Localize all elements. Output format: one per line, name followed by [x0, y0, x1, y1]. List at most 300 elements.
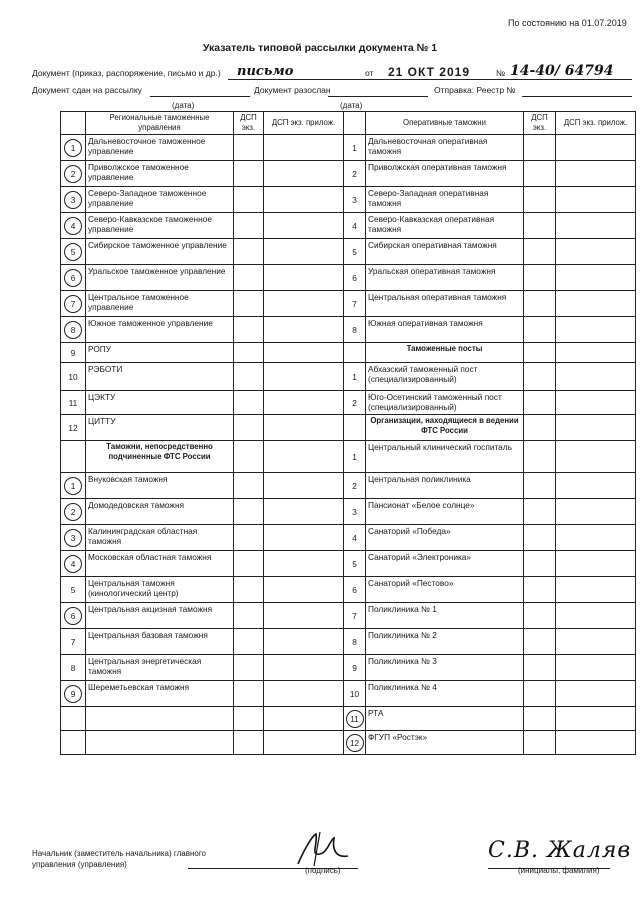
left-item-number [61, 629, 86, 655]
left-empty-cell[interactable] [264, 707, 344, 731]
right-dsp-prilozh-cell[interactable] [556, 525, 636, 551]
right-dsp-prilozh-cell[interactable] [556, 707, 636, 731]
right-dsp-ex-cell[interactable] [524, 525, 556, 551]
left-dsp-ex-cell[interactable] [234, 499, 264, 525]
left-item-number [61, 187, 86, 213]
left-section-num [61, 441, 86, 473]
handed-label: Документ сдан на рассылку [32, 85, 142, 95]
table-row [61, 343, 636, 363]
right-item-name: Абхазский таможенный пост (специализированный) [366, 363, 524, 391]
header-dsp-ex: ДСП экз. [234, 112, 264, 135]
number-value: 14-40/ 64794 [510, 63, 614, 79]
right-section-title: Организации, находящиеся в ведении ФТС России [366, 415, 524, 441]
left-dsp-prilozh-cell[interactable] [264, 681, 344, 707]
left-dsp-prilozh-cell[interactable] [264, 473, 344, 499]
left-dsp-ex-cell[interactable] [234, 135, 264, 161]
left-dsp-ex-cell[interactable] [234, 161, 264, 187]
left-item-number [61, 499, 86, 525]
table-row [61, 391, 636, 415]
circle-mark [64, 503, 82, 521]
left-item-number [61, 291, 86, 317]
left-item-number [61, 391, 86, 415]
right-item-number-text: 12 [349, 737, 360, 748]
left-item-name: Северо-Западное таможенное управление [86, 187, 234, 213]
right-item-number [344, 707, 366, 731]
circle-mark [64, 217, 82, 235]
right-item-number [344, 135, 366, 161]
left-dsp-ex-cell[interactable] [234, 363, 264, 391]
left-dsp-ex-cell[interactable] [234, 525, 264, 551]
date-caption-left: (дата) [172, 101, 195, 110]
header-dsp-prilozh: ДСП экз. прилож. [264, 112, 344, 135]
circle-mark [64, 477, 82, 495]
right-item-name: РТА [366, 707, 524, 731]
left-dsp-prilozh-cell[interactable] [264, 391, 344, 415]
left-item-number-text: 6 [70, 272, 76, 283]
circle-mark [64, 321, 82, 339]
right-item-number [344, 681, 366, 707]
right-item-number-text: 2 [352, 397, 357, 408]
right-dsp-ex-cell[interactable] [524, 291, 556, 317]
left-dsp-ex-cell[interactable] [234, 213, 264, 239]
right-item-number [344, 499, 366, 525]
left-item-number-text: 11 [68, 397, 78, 408]
left-item-name: ЦЭКТУ [86, 391, 234, 415]
left-item-number-text: 9 [70, 688, 76, 699]
left-item-name: ЦИТТУ [86, 415, 234, 441]
right-item-number-text: 9 [352, 662, 357, 673]
right-item-name: Поликлиника № 4 [366, 681, 524, 707]
left-dsp-prilozh-cell[interactable] [264, 213, 344, 239]
right-item-number [344, 291, 366, 317]
left-dsp-prilozh-cell[interactable] [264, 187, 344, 213]
right-dsp-ex-cell[interactable] [524, 187, 556, 213]
left-item-number-text: 1 [70, 142, 76, 153]
header-num-right [344, 112, 366, 135]
right-dsp-prilozh-cell[interactable] [556, 161, 636, 187]
right-item-name: Дальневосточная оперативная таможня [366, 135, 524, 161]
right-dsp-prilozh-cell[interactable] [556, 265, 636, 291]
right-dsp-prilozh-cell[interactable] [556, 317, 636, 343]
header-operational: Оперативные таможни [366, 112, 524, 135]
left-item-number [61, 603, 86, 629]
left-dsp-ex-cell[interactable] [234, 343, 264, 363]
left-dsp-ex-cell[interactable] [234, 473, 264, 499]
right-item-number-text: 2 [352, 480, 357, 491]
right-dsp-prilozh-cell[interactable] [556, 473, 636, 499]
left-item-number [61, 161, 86, 187]
right-item-number-text: 10 [349, 688, 360, 699]
left-dsp-ex-cell[interactable] [234, 391, 264, 415]
right-dsp-prilozh-cell[interactable] [556, 343, 636, 363]
table-header-row [61, 112, 636, 135]
right-dsp-prilozh-cell[interactable] [556, 655, 636, 681]
right-dsp-ex-cell[interactable] [524, 603, 556, 629]
left-section-title: Таможни, непосредственно подчиненные ФТС России [86, 441, 234, 473]
left-item-name: Центральная таможня (кинологический центр) [86, 577, 234, 603]
right-item-number-text: 11 [350, 713, 359, 724]
right-item-number [344, 441, 366, 473]
right-dsp-ex-cell[interactable] [524, 629, 556, 655]
left-dsp-prilozh-cell[interactable] [264, 415, 344, 441]
circle-mark [346, 734, 364, 752]
right-dsp-prilozh-cell[interactable] [556, 499, 636, 525]
right-item-number-text: 8 [352, 636, 357, 647]
circle-mark [64, 243, 82, 261]
left-item-number [61, 363, 86, 391]
left-dsp-prilozh-cell[interactable] [264, 291, 344, 317]
left-dsp-prilozh-cell[interactable] [264, 551, 344, 577]
circle-mark [64, 529, 82, 547]
right-item-number-text: 1 [352, 451, 357, 462]
name-caption: (инициалы, фамилия) [518, 866, 600, 875]
left-item-name: Уральское таможенное управление [86, 265, 234, 291]
right-item-name: Северо-Кавказская оперативная таможня [366, 213, 524, 239]
date-stamp: 21 ОКТ 2019 [388, 65, 470, 79]
left-dsp-ex-cell[interactable] [234, 441, 264, 473]
circle-mark [346, 710, 364, 728]
right-item-name: Санаторий «Электроника» [366, 551, 524, 577]
right-dsp-ex-cell[interactable] [524, 391, 556, 415]
right-item-number [344, 577, 366, 603]
right-item-name: Сибирская оперативная таможня [366, 239, 524, 265]
table-row [61, 161, 636, 187]
left-item-name: Сибирское таможенное управление [86, 239, 234, 265]
table-row [61, 239, 636, 265]
right-item-number [344, 265, 366, 291]
left-item-number [61, 213, 86, 239]
left-item-name: Дальневосточное таможенное управление [86, 135, 234, 161]
table-row [61, 317, 636, 343]
right-item-number [344, 187, 366, 213]
table-row [61, 707, 636, 731]
left-empty-cell[interactable] [264, 731, 344, 755]
right-item-name: Поликлиника № 2 [366, 629, 524, 655]
position-label: Начальник (заместитель начальника) главного управления (управления) [32, 849, 207, 869]
right-item-name: Пансионат «Белое солнце» [366, 499, 524, 525]
left-item-number [61, 577, 86, 603]
right-dsp-ex-cell[interactable] [524, 265, 556, 291]
left-dsp-ex-cell[interactable] [234, 551, 264, 577]
right-dsp-prilozh-cell[interactable] [556, 187, 636, 213]
table-row [61, 473, 636, 499]
right-dsp-ex-cell[interactable] [524, 499, 556, 525]
left-dsp-ex-cell[interactable] [234, 187, 264, 213]
table-row [61, 629, 636, 655]
right-item-name: Поликлиника № 1 [366, 603, 524, 629]
left-item-number [61, 265, 86, 291]
left-item-number-text: 5 [70, 584, 76, 595]
left-dsp-ex-cell[interactable] [234, 603, 264, 629]
left-dsp-prilozh-cell[interactable] [264, 135, 344, 161]
left-item-name: РОПУ [86, 343, 234, 363]
right-item-number-text: 5 [352, 558, 357, 569]
left-dsp-prilozh-cell[interactable] [264, 603, 344, 629]
left-dsp-prilozh-cell[interactable] [264, 363, 344, 391]
left-dsp-prilozh-cell[interactable] [264, 525, 344, 551]
distribution-table [60, 111, 636, 755]
right-item-number [344, 473, 366, 499]
left-item-number [61, 473, 86, 499]
left-empty-cell[interactable] [234, 707, 264, 731]
right-item-number [344, 363, 366, 391]
right-section-num [344, 415, 366, 441]
right-dsp-prilozh-cell[interactable] [556, 681, 636, 707]
left-item-number [61, 551, 86, 577]
right-dsp-ex-cell[interactable] [524, 655, 556, 681]
left-item-name: Центральная базовая таможня [86, 629, 234, 655]
right-item-number-text: 3 [352, 506, 357, 517]
right-dsp-prilozh-cell[interactable] [556, 363, 636, 391]
right-item-number [344, 161, 366, 187]
right-item-number [344, 391, 366, 415]
right-item-number-text: 2 [352, 168, 357, 179]
left-item-name: Приволжское таможенное управление [86, 161, 234, 187]
date-captions [32, 101, 632, 111]
right-dsp-prilozh-cell[interactable] [556, 731, 636, 755]
left-item-name: Южное таможенное управление [86, 317, 234, 343]
left-dsp-ex-cell[interactable] [234, 577, 264, 603]
left-item-number-text: 2 [70, 168, 76, 179]
circle-mark [64, 269, 82, 287]
right-dsp-ex-cell[interactable] [524, 213, 556, 239]
left-dsp-prilozh-cell[interactable] [264, 239, 344, 265]
signatory-name-handwritten: С.В. Жаляв [488, 838, 632, 863]
left-dsp-ex-cell[interactable] [234, 629, 264, 655]
left-dsp-prilozh-cell[interactable] [264, 343, 344, 363]
left-item-name: Внуковская таможня [86, 473, 234, 499]
left-item-number-text: 8 [70, 324, 76, 335]
handed-date-field[interactable] [150, 85, 250, 97]
left-item-name: Центральная акцизная таможня [86, 603, 234, 629]
right-item-name: Центральная оперативная таможня [366, 291, 524, 317]
header-dsp-ex-right: ДСП экз. [524, 112, 556, 135]
right-item-number [344, 655, 366, 681]
right-item-name: Уральская оперативная таможня [366, 265, 524, 291]
right-dsp-prilozh-cell[interactable] [556, 135, 636, 161]
right-item-number [344, 317, 366, 343]
left-item-number-text: 6 [70, 610, 76, 621]
left-dsp-ex-cell[interactable] [234, 265, 264, 291]
left-dsp-ex-cell[interactable] [234, 291, 264, 317]
right-dsp-prilozh-cell[interactable] [556, 551, 636, 577]
left-dsp-prilozh-cell[interactable] [264, 265, 344, 291]
left-item-number-text: 9 [70, 347, 76, 358]
table-row [61, 655, 636, 681]
table-row [61, 551, 636, 577]
left-item-name: РЭБОТИ [86, 363, 234, 391]
right-dsp-ex-cell[interactable] [524, 317, 556, 343]
date-caption-right: (дата) [340, 101, 363, 110]
right-dsp-ex-cell[interactable] [524, 473, 556, 499]
right-item-number [344, 731, 366, 755]
right-dsp-ex-cell[interactable] [524, 161, 556, 187]
left-empty-cell[interactable] [234, 731, 264, 755]
left-item-name: Московская областная таможня [86, 551, 234, 577]
right-dsp-ex-cell[interactable] [524, 415, 556, 441]
right-dsp-ex-cell[interactable] [524, 135, 556, 161]
right-dsp-prilozh-cell[interactable] [556, 391, 636, 415]
right-item-number-text: 4 [352, 220, 357, 231]
left-item-number-text: 12 [68, 422, 78, 433]
left-item-number-text: 1 [70, 480, 76, 491]
left-dsp-ex-cell[interactable] [234, 415, 264, 441]
right-item-number-text: 4 [352, 532, 357, 543]
left-item-number-text: 4 [70, 558, 76, 569]
right-item-number [344, 525, 366, 551]
right-section-num [344, 343, 366, 363]
left-dsp-prilozh-cell[interactable] [264, 317, 344, 343]
circle-mark [64, 295, 82, 313]
right-item-number [344, 239, 366, 265]
dispatch-line [32, 85, 632, 101]
signature-caption: (подпись) [305, 866, 341, 875]
right-item-number-text: 1 [352, 371, 357, 382]
circle-mark [64, 685, 82, 703]
right-item-name: Южная оперативная таможня [366, 317, 524, 343]
circle-mark [64, 165, 82, 183]
left-item-number-text: 4 [70, 220, 76, 231]
right-item-name: ФГУП «Ростэк» [366, 731, 524, 755]
from-label: от [365, 68, 374, 78]
right-item-number [344, 213, 366, 239]
left-dsp-prilozh-cell[interactable] [264, 499, 344, 525]
right-item-name: Юго-Осетинский таможенный пост (специализированный) [366, 391, 524, 415]
left-dsp-prilozh-cell[interactable] [264, 577, 344, 603]
left-dsp-prilozh-cell[interactable] [264, 441, 344, 473]
left-item-number-text: 7 [70, 298, 76, 309]
left-dsp-ex-cell[interactable] [234, 317, 264, 343]
registry-field[interactable] [522, 85, 632, 97]
left-dsp-prilozh-cell[interactable] [264, 161, 344, 187]
left-item-number [61, 525, 86, 551]
left-dsp-ex-cell[interactable] [234, 681, 264, 707]
sent-date-field[interactable] [328, 85, 428, 97]
table-row [61, 291, 636, 317]
left-item-number [61, 317, 86, 343]
right-item-name: Санаторий «Пестово» [366, 577, 524, 603]
doc-type-value: письмо [237, 64, 294, 79]
right-item-number-text: 5 [352, 246, 357, 257]
left-item-name: Калининградская областная таможня [86, 525, 234, 551]
doc-type-label: Документ (приказ, распоряжение, письмо и др.) [32, 68, 221, 78]
number-label: № [496, 68, 506, 78]
circle-mark [64, 555, 82, 573]
left-dsp-ex-cell[interactable] [234, 239, 264, 265]
left-item-name: Центральное таможенное управление [86, 291, 234, 317]
left-item-number [61, 681, 86, 707]
left-dsp-prilozh-cell[interactable] [264, 629, 344, 655]
table-row [61, 441, 636, 473]
right-dsp-ex-cell[interactable] [524, 343, 556, 363]
right-item-name: Санаторий «Победа» [366, 525, 524, 551]
right-dsp-prilozh-cell[interactable] [556, 629, 636, 655]
right-item-number-text: 1 [352, 142, 357, 153]
table-row [61, 603, 636, 629]
table-row [61, 135, 636, 161]
left-item-number-text: 2 [70, 506, 76, 517]
right-dsp-ex-cell[interactable] [524, 681, 556, 707]
circle-mark [64, 607, 82, 625]
right-dsp-ex-cell[interactable] [524, 239, 556, 265]
signature-mark [290, 830, 350, 868]
right-item-name: Центральный клинический госпиталь [366, 441, 524, 473]
right-section-title: Таможенные посты [366, 343, 524, 363]
header-regional: Региональные таможенные управления [86, 112, 234, 135]
right-item-number [344, 629, 366, 655]
sent-label: Документ разослан [254, 85, 331, 95]
status-date: По состоянию на 01.07.2019 [508, 18, 627, 28]
right-item-name: Приволжская оперативная таможня [366, 161, 524, 187]
table-row [61, 187, 636, 213]
document-line [32, 63, 632, 84]
left-dsp-prilozh-cell[interactable] [264, 655, 344, 681]
left-item-number-text: 10 [68, 371, 78, 382]
right-item-number-text: 3 [352, 194, 357, 205]
left-item-number-text: 3 [70, 532, 76, 543]
right-dsp-prilozh-cell[interactable] [556, 415, 636, 441]
left-item-number-text: 3 [70, 194, 76, 205]
circle-mark [64, 191, 82, 209]
right-dsp-ex-cell[interactable] [524, 551, 556, 577]
left-empty-cell [86, 731, 234, 755]
right-item-number-text: 7 [352, 610, 357, 621]
right-item-number-text: 6 [352, 584, 357, 595]
left-item-name: Северо-Кавказское таможенное управление [86, 213, 234, 239]
table-row [61, 415, 636, 441]
circle-mark [64, 139, 82, 157]
left-item-number-text: 8 [70, 662, 76, 673]
right-dsp-prilozh-cell[interactable] [556, 577, 636, 603]
left-item-number [61, 655, 86, 681]
table-row [61, 577, 636, 603]
left-item-name: Шереметьевская таможня [86, 681, 234, 707]
right-dsp-ex-cell[interactable] [524, 441, 556, 473]
table-row [61, 731, 636, 755]
left-item-number-text: 5 [70, 246, 76, 257]
left-item-number-text: 7 [70, 636, 76, 647]
right-dsp-prilozh-cell[interactable] [556, 239, 636, 265]
right-dsp-ex-cell[interactable] [524, 577, 556, 603]
left-empty-cell [61, 707, 86, 731]
left-empty-cell [61, 731, 86, 755]
right-dsp-prilozh-cell[interactable] [556, 291, 636, 317]
right-dsp-ex-cell[interactable] [524, 363, 556, 391]
right-dsp-ex-cell[interactable] [524, 731, 556, 755]
right-item-name: Поликлиника № 3 [366, 655, 524, 681]
document-title: Указатель типовой рассылки документа № 1 [202, 42, 438, 54]
left-dsp-ex-cell[interactable] [234, 655, 264, 681]
left-empty-cell [86, 707, 234, 731]
right-dsp-prilozh-cell[interactable] [556, 441, 636, 473]
left-item-name: Центральная энергетическая таможня [86, 655, 234, 681]
table-row [61, 265, 636, 291]
left-item-number [61, 135, 86, 161]
table-row [61, 525, 636, 551]
left-item-number [61, 415, 86, 441]
dispatch-label: Отправка: Реестр № [434, 85, 516, 95]
right-dsp-ex-cell[interactable] [524, 707, 556, 731]
right-item-name: Центральная поликлиника [366, 473, 524, 499]
left-item-number [61, 239, 86, 265]
right-dsp-prilozh-cell[interactable] [556, 213, 636, 239]
table-row [61, 681, 636, 707]
right-item-number [344, 603, 366, 629]
right-dsp-prilozh-cell[interactable] [556, 603, 636, 629]
right-item-number-text: 6 [352, 272, 357, 283]
left-item-number [61, 343, 86, 363]
right-item-number-text: 8 [352, 324, 357, 335]
